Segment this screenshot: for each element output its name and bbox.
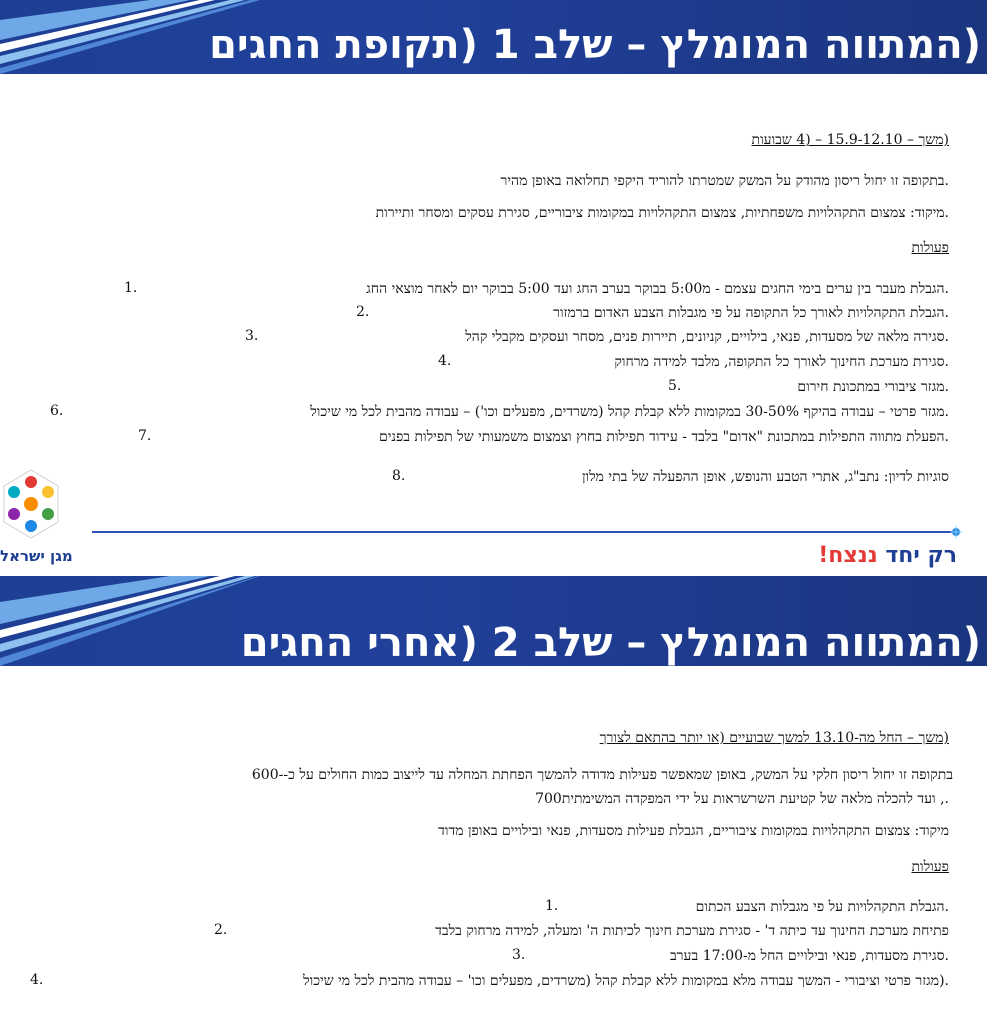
slide2-title: (המתווה המומלץ – שלב 2 (אחרי החגים bbox=[240, 620, 981, 666]
slide2-header-bar bbox=[0, 576, 987, 666]
slogan-part2: ננצח! bbox=[818, 543, 878, 568]
slide2-intro-line2: ., ועד להכלה מלאה של קטיעת השרשראות על ידי המפקדה המשימתית700 bbox=[535, 791, 949, 807]
slide2-actions-heading: פעולות bbox=[911, 859, 949, 875]
slide1-action-3-num: 3. bbox=[245, 328, 259, 344]
slide2-action-4: .(מגזר פרטי וציבורי - המשך עבודה מלא במקומות ללא קבלת קהל (משרדים, מפעלים וכו' – עבודה מהבית לכל מי שיכול bbox=[303, 973, 949, 989]
slide1-duration: (משך – 15.9-12.10 – (4 שבועות bbox=[751, 132, 949, 148]
slide-stage-2 bbox=[0, 576, 987, 1024]
slide2-action-4-num: 4. bbox=[30, 972, 44, 988]
slide1-action-7: .הפעלת מתווה התפילות במתכונת "אדום" בלבד - עידוד תפילות בחוץ וצמצום משמעותי של תפילות בפנים bbox=[379, 429, 949, 445]
slide2-intro-line1: בתקופה זו יחול ריסון חלקי על המשק, באופן שמאפשר פעילות מדודה להמשך הפחתת המחלה עד לייצוב כמות החולים על כ--600 bbox=[251, 767, 953, 783]
slide1-action-5: .מגזר ציבורי במתכונת חירום bbox=[797, 379, 949, 395]
slide1-action-4-num: 4. bbox=[438, 353, 452, 369]
slide1-action-1: .הגבלת מעבר בין ערים בימי החגים עצמם - מ5:00 בבוקר בערב החג ועד 5:00 בבוקר יום לאחר מוצאי החג bbox=[366, 281, 949, 297]
slide1-action-5-num: 5. bbox=[668, 378, 682, 394]
slide1-discussion: סוגיות לדיון: נתב"ג, אתרי הטבע והנופש, אופן ההפעלה של בתי מלון bbox=[581, 469, 949, 485]
slide2-duration: (משך – החל מה-13.10 למשך שבועיים (או יותר בהתאם לצורך bbox=[599, 730, 949, 746]
slide2-action-2-num: 2. bbox=[214, 922, 228, 938]
magen-israel-logo-icon bbox=[0, 468, 62, 542]
slide2-action-1-num: 1. bbox=[545, 898, 559, 914]
logo-text: מגן ישראל bbox=[0, 547, 73, 565]
slogan-part1: רק יחד bbox=[885, 543, 957, 568]
slide2-action-3-num: 3. bbox=[512, 947, 526, 963]
slide1-actions-heading: פעולות bbox=[911, 240, 949, 256]
slide1-action-4: .סגירת מערכת החינוך לאורך כל התקופה, מלבד למידה מרחוק bbox=[614, 354, 949, 370]
slide1-action-6: .מגזר פרטי – עבודה בהיקף 30-50% במקומות ללא קבלת קהל (משרדים, מפעלים וכו') – עבודה מהבית לכל מי שיכול bbox=[310, 404, 949, 420]
slide1-title: (המתווה המומלץ – שלב 1 (תקופת החגים bbox=[209, 22, 981, 68]
slide1-action-2-num: 2. bbox=[356, 304, 370, 320]
slide1-action-3: .סגירה מלאה של מסעדות, פנאי, בילויים, קניונים, תיירות פנים, מסחר ועסקים מקבלי קהל bbox=[465, 329, 949, 345]
slide1-action-6-num: 6. bbox=[50, 403, 64, 419]
footer-divider bbox=[92, 531, 954, 533]
slide1-discussion-num: 8. bbox=[392, 468, 406, 484]
slide1-focus: .מיקוד: צמצום התקהלויות משפחתיות, צמצום התקהלויות במקומות ציבוריים, סגירת עסקים ומסחר ותיירות bbox=[375, 205, 949, 221]
footer-star-icon bbox=[950, 526, 962, 538]
slide1-header-bar bbox=[0, 0, 987, 74]
slide2-action-2: פתיחת מערכת החינוך עד כיתה ד' - סגירת מערכת חינוך לכיתות ה' ומעלה, למידה מרחוק בלבד bbox=[435, 923, 949, 939]
slogan bbox=[818, 543, 957, 568]
slide1-action-1-num: 1. bbox=[124, 280, 138, 296]
slide1-action-2: .הגבלת התקהלויות לאורך כל התקופה על פי מגבלות הצבע האדום ברמזור bbox=[553, 305, 949, 321]
stripes-decoration bbox=[0, 576, 260, 666]
slide1-action-7-num: 7. bbox=[138, 428, 152, 444]
slide2-action-3: .סגירת מסעדות, פנאי ובילויים החל מ-17:00 בערב bbox=[669, 948, 949, 964]
slide2-focus: מיקוד: צמצום התקהלויות במקומות ציבוריים, הגבלת פעילות מסעדות, פנאי ובילויים באופן מדוד bbox=[438, 823, 949, 839]
slide1-intro: .בתקופה זו יחול ריסון מהודק על המשק שמטרתו להוריד היקפי תחלואה באופן מהיר bbox=[500, 173, 949, 189]
slide2-action-1: .הגבלת התקהלויות על פי מגבלות הצבע הכתום bbox=[695, 899, 949, 915]
